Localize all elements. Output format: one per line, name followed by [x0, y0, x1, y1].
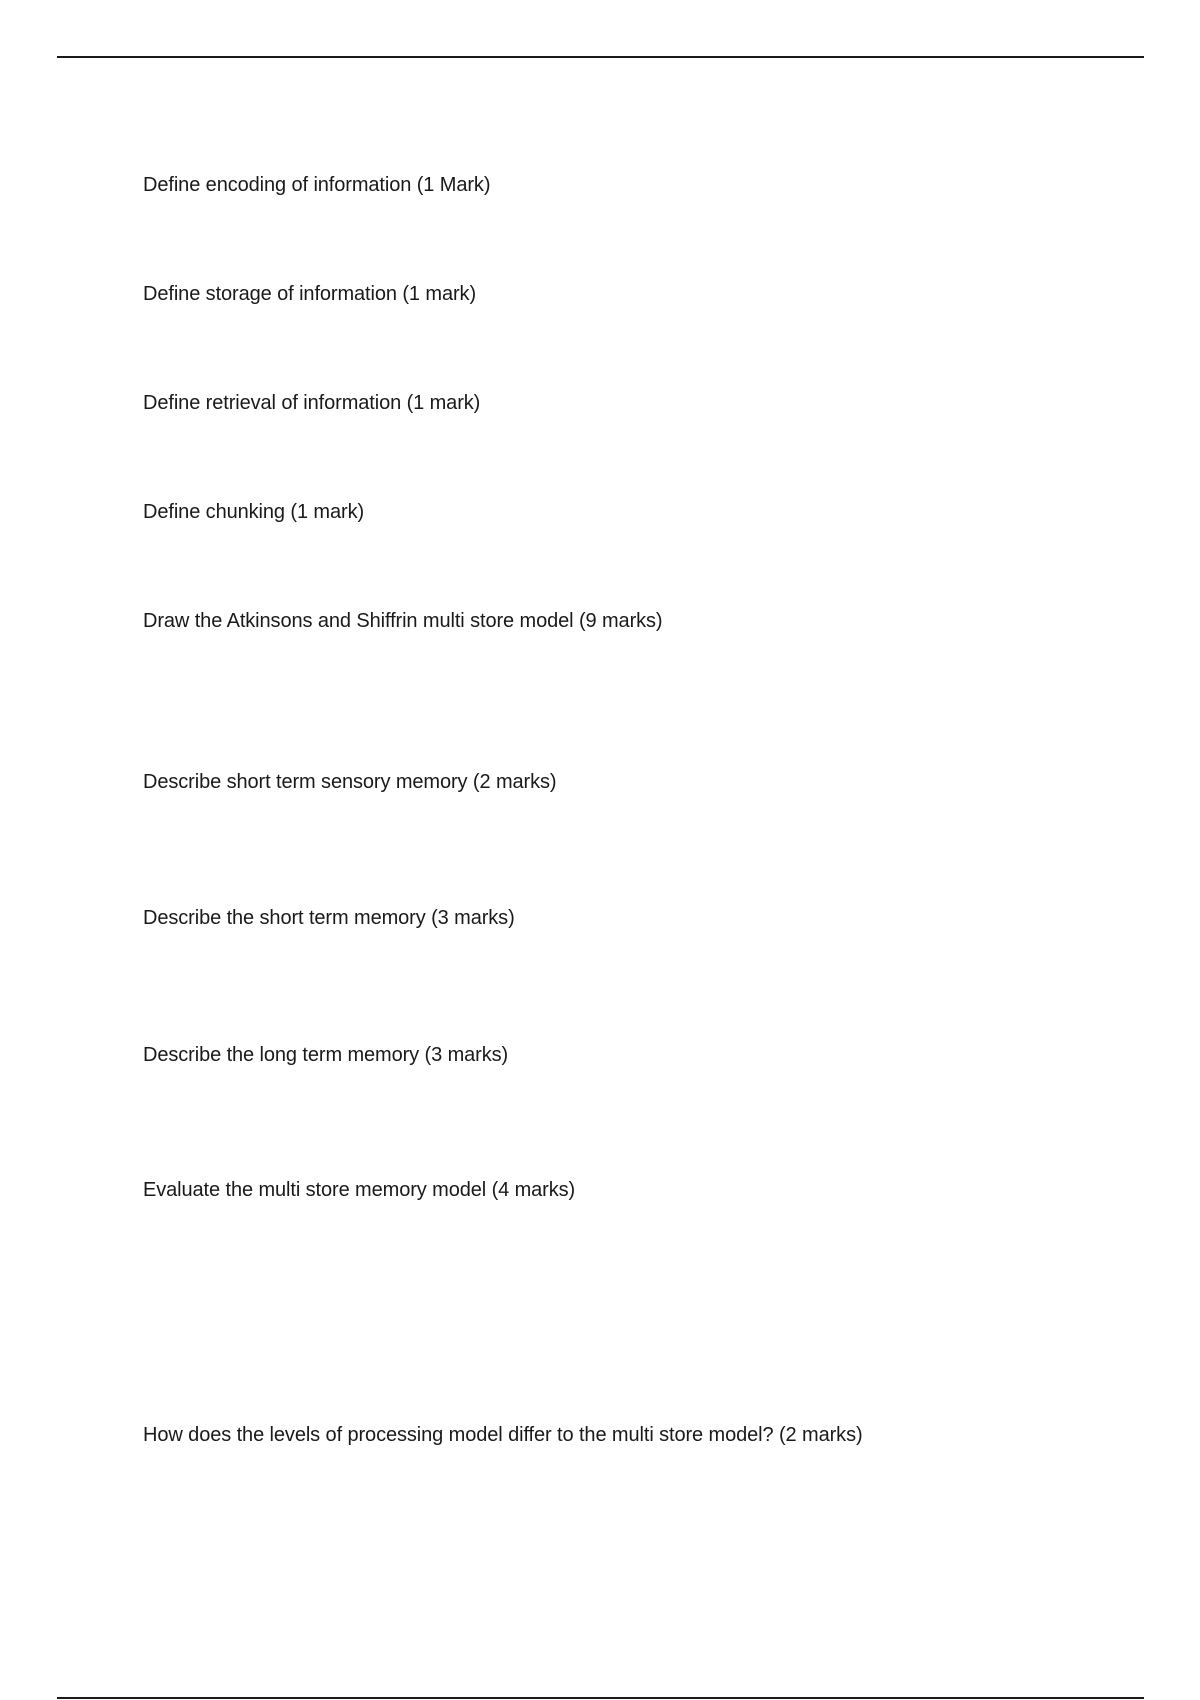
question-long-term-memory: Describe the long term memory (3 marks) [143, 1044, 509, 1066]
question-evaluate-model: Evaluate the multi store memory model (4 marks) [143, 1179, 576, 1201]
bottom-rule [57, 1697, 1144, 1699]
question-levels-of-processing: How does the levels of processing model differ to the multi store model? (2 marks) [143, 1424, 863, 1446]
question-retrieval: Define retrieval of information (1 mark) [143, 392, 481, 414]
question-short-term-memory: Describe the short term memory (3 marks) [143, 907, 515, 929]
question-sensory-memory: Describe short term sensory memory (2 marks) [143, 771, 557, 793]
question-encoding: Define encoding of information (1 Mark) [143, 174, 491, 196]
question-storage: Define storage of information (1 mark) [143, 283, 477, 305]
question-chunking: Define chunking (1 mark) [143, 501, 365, 523]
top-rule [57, 56, 1144, 58]
question-draw-model: Draw the Atkinsons and Shiffrin multi store model (9 marks) [143, 610, 663, 632]
